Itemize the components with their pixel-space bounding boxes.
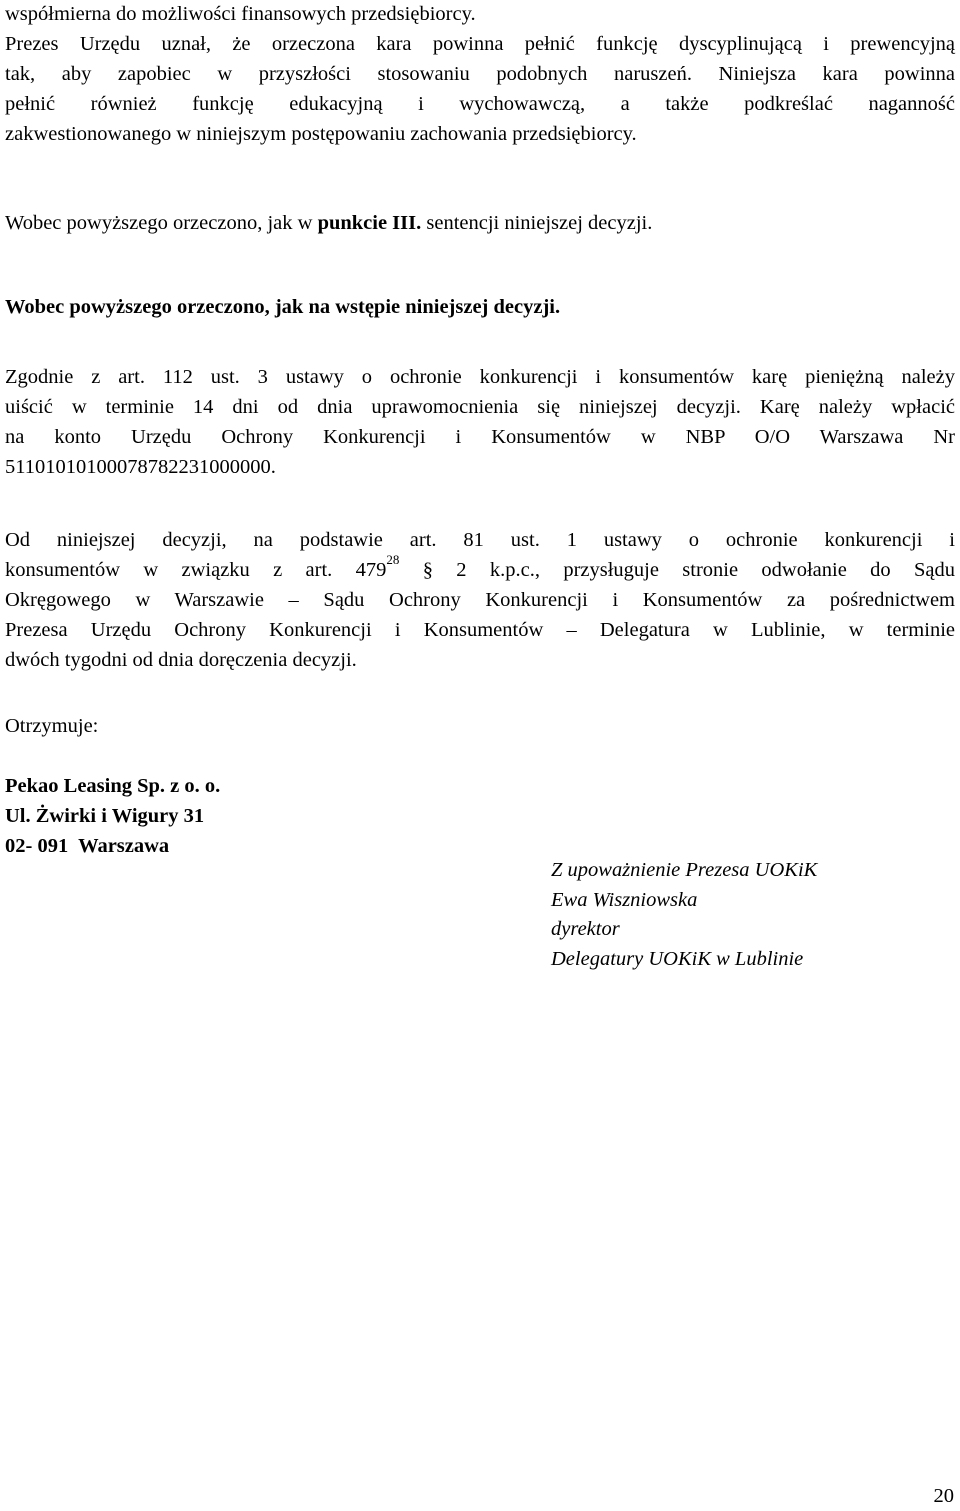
text-run: konsumentów w związku z art. 479 (5, 559, 387, 581)
text-line: Prezes Urzędu uznał, że orzeczona kara powinna pełnić funkcję dyscyplinującą i prewencyjną (5, 33, 955, 55)
text-run: sentencji niniejszej decyzji. (421, 212, 653, 234)
text-line: Otrzymuje: (5, 715, 99, 737)
text-line: zakwestionowanego w niniejszym postępowaniu zachowania przedsiębiorcy. (5, 123, 637, 145)
text-line (5, 552, 955, 585)
bold-statement: Wobec powyższego orzeczono, jak na wstępie niniejszej decyzji. (5, 296, 561, 318)
signature-authorization: Z upoważnienie Prezesa UOKiK (551, 859, 818, 881)
recipient-address (5, 771, 955, 861)
recipient-city: 02- 091 Warszawa (5, 835, 170, 857)
text-run: Wobec powyższego orzeczono, jak w (5, 212, 318, 234)
text-line: współmierna do możliwości finansowych przedsiębiorcy. (5, 3, 476, 25)
text-line: Okręgowego w Warszawie – Sądu Ochrony Konkurencji i Konsumentów za pośrednictwem (5, 589, 955, 611)
recipient-street: Ul. Żwirki i Wigury 31 (5, 805, 205, 827)
bank-account-number: 51101010100078782231000000. (5, 456, 276, 478)
text-line: na konto Urzędu Ochrony Konkurencji i Konsumentów w NBP O/O Warszawa Nr (5, 426, 955, 448)
text-line (5, 208, 955, 238)
paragraph-appeal-information (5, 525, 955, 675)
recipient-heading (5, 711, 955, 741)
signature-office: Delegatury UOKiK w Lublinie (551, 947, 804, 970)
text-line: Prezesa Urzędu Ochrony Konkurencji i Konsumentów – Delegatura w Lublinie, w terminie (5, 619, 955, 641)
text-line: Od niniejszej decyzji, na podstawie art. 81 ust. 1 ustawy o ochronie konkurencji i (5, 529, 955, 551)
bold-reference: punkcie III. (317, 212, 422, 234)
paragraph-ruling-point-iii (5, 208, 955, 238)
page-number: 20 (933, 1485, 954, 1507)
text-run: § 2 k.p.c., przysługuje stronie odwołanie do Sądu (399, 559, 955, 581)
recipient-name: Pekao Leasing Sp. z o. o. (5, 775, 221, 797)
signature-title: dyrektor (551, 918, 620, 940)
paragraph-penalty-purpose (5, 29, 955, 149)
paragraph-ruling-summary (5, 292, 955, 322)
signature-name: Ewa Wiszniowska (551, 888, 698, 911)
text-line: tak, aby zapobiec w przyszłości stosowaniu podobnych naruszeń. Niniejsza kara powinna (5, 63, 955, 85)
text-line: dwóch tygodni od dnia doręczenia decyzji. (5, 649, 357, 671)
superscript: 28 (386, 552, 400, 568)
signature-block (551, 856, 817, 974)
text-line: Zgodnie z art. 112 ust. 3 ustawy o ochronie konkurencji i konsumentów karę pieniężną należy (5, 366, 955, 388)
paragraph-payment-instructions (5, 362, 955, 482)
text-line: pełnić również funkcję edukacyjną i wychowawczą, a także podkreślać naganność (5, 93, 955, 115)
paragraph-closing-fragment (5, 0, 955, 29)
text-line: uiścić w terminie 14 dni od dnia uprawomocnienia się niniejszej decyzji. Karę należy wpłacić (5, 396, 955, 418)
